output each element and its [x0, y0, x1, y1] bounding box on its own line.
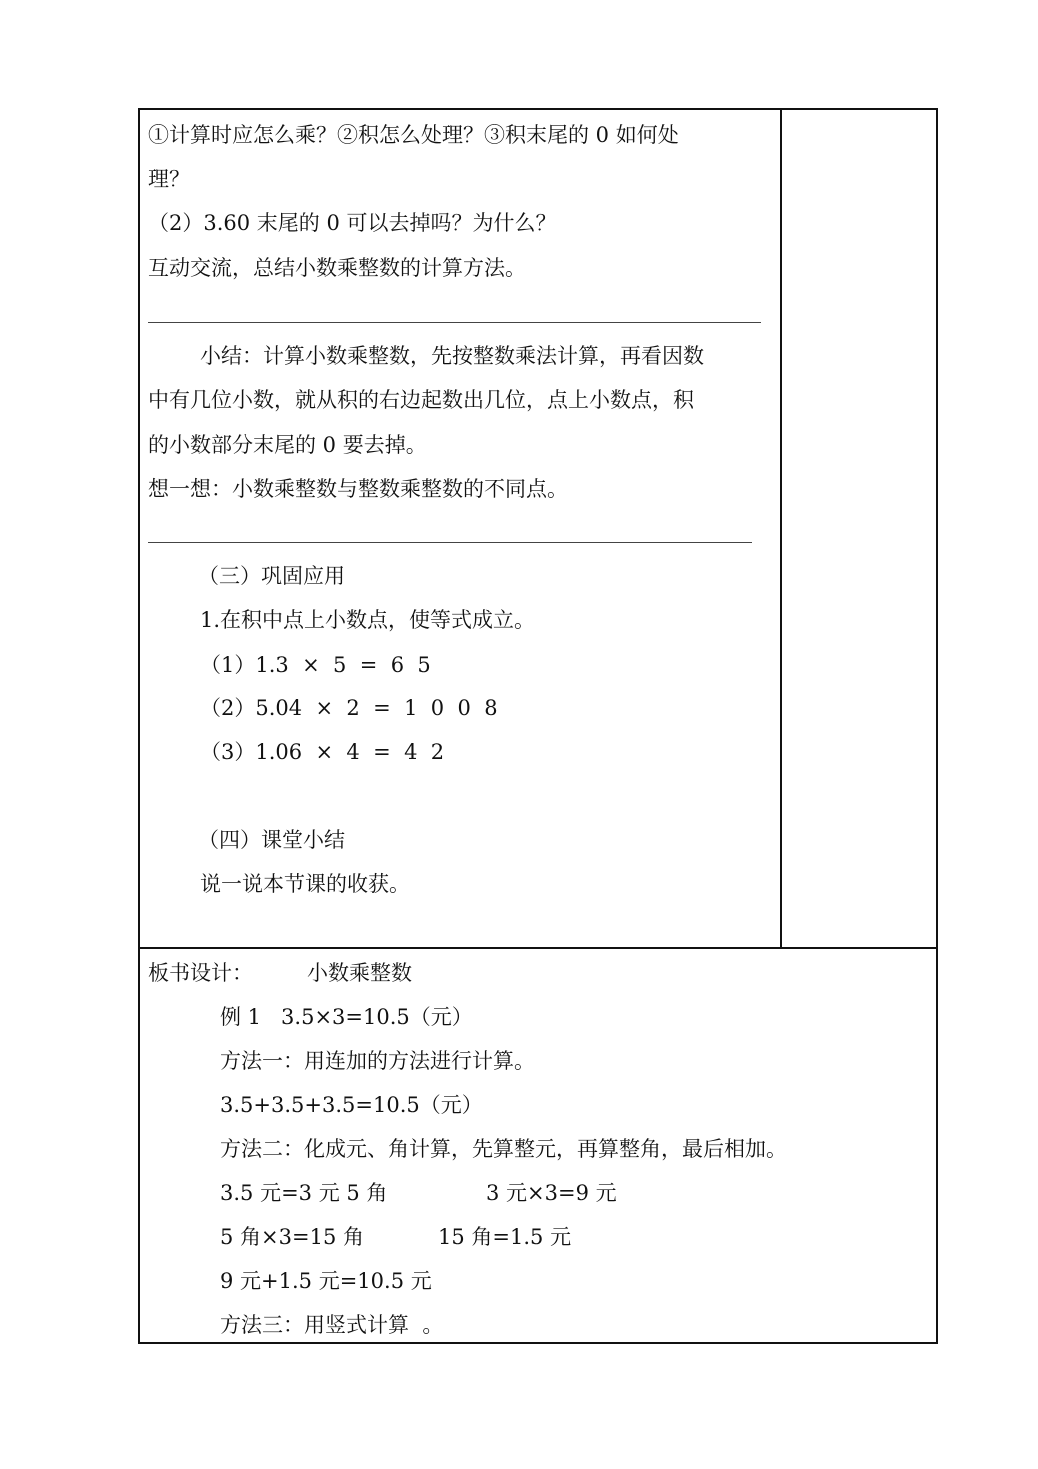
board-method-2-total: 9 元+1.5 元=10.5 元 [220, 1269, 432, 1293]
practice-item-1: （1）1.3 × 5 = 6 5 [200, 653, 431, 677]
section-heading-wrapup: （四）课堂小结 [198, 828, 345, 852]
board-method-2: 方法二：化成元、角计算，先算整元，再算整角，最后相加。 [220, 1137, 787, 1161]
summary-line-3: 的小数部分末尾的 0 要去掉。 [148, 433, 427, 457]
wrapup-prompt: 说一说本节课的收获。 [200, 872, 410, 896]
board-label: 板书设计： [148, 961, 253, 985]
practice-item-3: （3）1.06 × 4 = 4 2 [200, 740, 445, 764]
board-method-3: 方法三：用竖式计算 。 [220, 1313, 444, 1337]
section-heading-practice: （三）巩固应用 [198, 564, 345, 588]
think-line: 想一想：小数乘整数与整数乘整数的不同点。 [148, 477, 568, 501]
question-line-1: ①计算时应怎么乘？②积怎么处理？③积末尾的 0 如何处 [148, 123, 679, 147]
question-line-4: 互动交流，总结小数乘整数的计算方法。 [148, 256, 526, 280]
board-method-2-step-3: 5 角×3=15 角 [220, 1225, 364, 1249]
board-example: 例 1 3.5×3=10.5（元） [220, 1005, 473, 1029]
board-method-1: 方法一：用连加的方法进行计算。 [220, 1049, 535, 1073]
practice-item-2: （2）5.04 × 2 = 1 0 0 8 [200, 696, 498, 720]
board-method-2-step-2: 3 元×3=9 元 [486, 1181, 617, 1205]
question-line-3: （2）3.60 末尾的 0 可以去掉吗？为什么？ [148, 211, 557, 235]
practice-instruction: 1.在积中点上小数点，使等式成立。 [200, 608, 536, 632]
divider-rule-2 [148, 542, 752, 543]
summary-line-1: 小结：计算小数乘整数，先按整数乘法计算，再看因数 [200, 344, 704, 368]
row-divider [140, 947, 936, 949]
board-title: 小数乘整数 [307, 961, 412, 985]
board-method-2-step-4: 15 角=1.5 元 [438, 1225, 572, 1249]
board-method-1-calc: 3.5+3.5+3.5=10.5（元） [220, 1093, 483, 1117]
summary-line-2: 中有几位小数，就从积的右边起数出几位，点上小数点，积 [148, 388, 694, 412]
column-divider [780, 110, 782, 948]
board-method-2-step-1: 3.5 元=3 元 5 角 [220, 1181, 388, 1205]
divider-rule-1 [148, 322, 761, 323]
question-line-2: 理？ [148, 167, 190, 191]
